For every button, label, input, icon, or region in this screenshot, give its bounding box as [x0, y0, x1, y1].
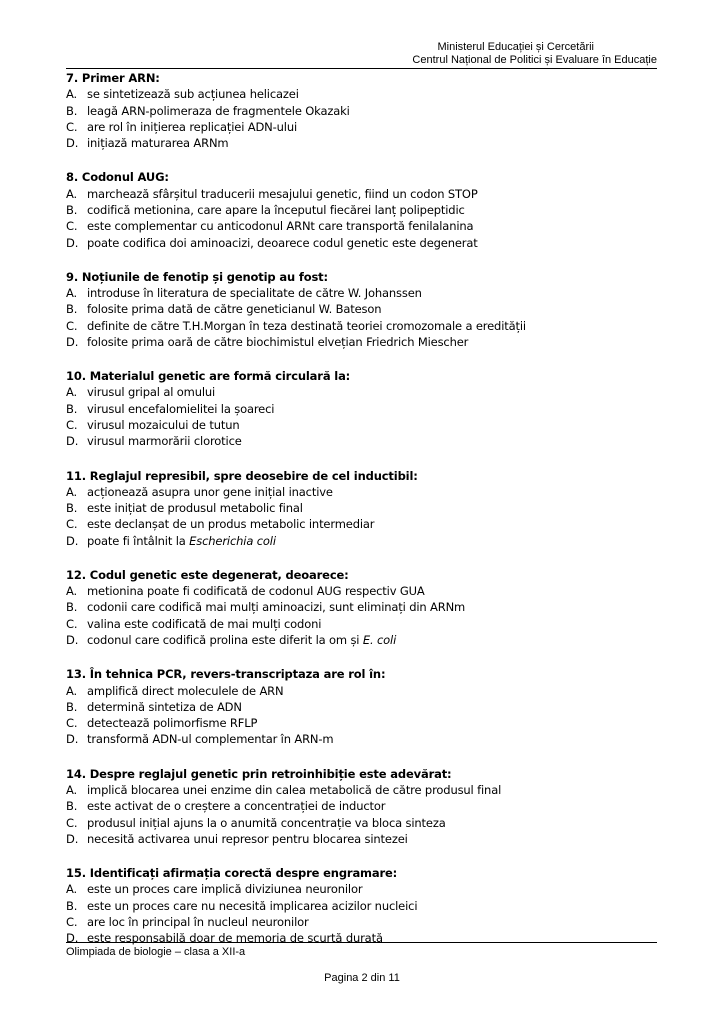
option-letter: D.: [66, 931, 79, 946]
option-letter: D.: [66, 434, 79, 449]
option-text: [87, 632, 396, 648]
option-text-plain: este responsabilă doar de memoria de scurtă durată: [87, 931, 383, 946]
answer-option: [66, 334, 666, 350]
question-title: 9. Noțiunile de fenotip și genotip au fost:: [66, 269, 328, 284]
question-title: 8. Codonul AUG:: [66, 170, 169, 185]
option-letter: D.: [66, 633, 79, 648]
answer-option: [66, 119, 666, 135]
option-text-plain: este declanșat de un produs metabolic intermediar: [87, 517, 375, 532]
option-letter: A.: [66, 683, 78, 698]
answer-option: [66, 235, 666, 251]
answer-option: [66, 632, 666, 648]
option-text-plain: virusul gripal al omului: [87, 385, 216, 400]
question-block: [66, 269, 666, 350]
answer-option: [66, 798, 666, 814]
option-text: [87, 583, 425, 599]
option-letter: B.: [66, 202, 78, 217]
option-text-species: Escherichia coli: [189, 533, 276, 548]
option-letter: A.: [66, 882, 78, 897]
option-text: [87, 218, 473, 234]
option-text: [87, 135, 228, 151]
option-text-plain: definite de către T.H.Morgan în teza destinată teoriei cromozomale a eredității: [87, 318, 526, 333]
option-text-plain: folosite prima dată de către geneticianul W. Bateson: [87, 302, 382, 317]
option-text-plain: codifică metionina, care apare la începutul fiecărei lanț polipeptidic: [87, 202, 465, 217]
option-text: [87, 898, 417, 914]
question-title: 14. Despre reglajul genetic prin retroinhibiție este adevărat:: [66, 766, 452, 781]
option-letter: D.: [66, 235, 79, 250]
answer-option: [66, 285, 666, 301]
option-letter: C.: [66, 716, 78, 731]
question-block: [66, 766, 666, 847]
option-text-plain: codonii care codifică mai mulți aminoacizi, sunt eliminați din ARNm: [87, 600, 466, 615]
option-letter: C.: [66, 119, 78, 134]
answer-option: [66, 914, 666, 930]
question-title: 13. În tehnica PCR, revers-transcriptaza are rol în:: [66, 667, 386, 682]
option-text-plain: acționează asupra unor gene inițial inactive: [87, 484, 333, 499]
option-text-plain: este complementar cu anticodonul ARNt care transportă fenilalanina: [87, 219, 474, 234]
option-text: [87, 715, 257, 731]
option-text: [87, 930, 383, 946]
option-text: [87, 484, 333, 500]
answer-option: [66, 731, 666, 747]
question-title: 10. Materialul genetic are formă circulară la:: [66, 369, 351, 384]
option-text: [87, 699, 242, 715]
option-text-plain: metionina poate fi codificată de codonul AUG respectiv GUA: [87, 584, 425, 599]
option-text: [87, 384, 215, 400]
answer-option: [66, 699, 666, 715]
option-text: [87, 334, 468, 350]
option-text: [87, 417, 239, 433]
answer-option: [66, 881, 666, 897]
option-text-plain: folosite prima oară de către biochimistul elvețian Friedrich Miescher: [87, 334, 469, 349]
option-text: [87, 831, 408, 847]
question-block: [66, 468, 666, 549]
answer-option: [66, 318, 666, 334]
option-text-plain: are rol în inițierea replicației ADN-ului: [87, 119, 297, 134]
answer-option: [66, 782, 666, 798]
option-text: [87, 235, 478, 251]
footer-olympiad-label: Olimpiada de biologie – clasa a XII-a: [66, 946, 246, 958]
option-text: [87, 599, 465, 615]
answer-option: [66, 86, 666, 102]
option-text: [87, 433, 242, 449]
option-letter: C.: [66, 517, 78, 532]
option-text-plain: virusul encefalomielitei la șoareci: [87, 401, 275, 416]
option-text: [87, 86, 299, 102]
option-letter: D.: [66, 831, 79, 846]
option-text-plain: poate fi întâlnit la: [87, 533, 190, 548]
option-letter: C.: [66, 219, 78, 234]
answer-option: [66, 930, 666, 946]
question-title: 11. Reglajul represibil, spre deosebire de cel inductibil:: [66, 468, 418, 483]
option-text-plain: valina este codificată de mai mulți codoni: [87, 616, 322, 631]
option-text-plain: amplifică direct moleculele de ARN: [87, 683, 284, 698]
footer-divider: [66, 942, 657, 943]
option-letter: D.: [66, 136, 79, 151]
option-text: [87, 285, 422, 301]
option-text: [87, 516, 374, 532]
answer-option: [66, 815, 666, 831]
answer-option: [66, 218, 666, 234]
option-text-plain: marchează sfârșitul traducerii mesajului genetic, fiind un codon STOP: [87, 186, 478, 201]
option-text: [87, 202, 465, 218]
option-letter: B.: [66, 501, 78, 516]
option-text-plain: poate codifica doi aminoacizi, deoarece codul genetic este degenerat: [87, 235, 478, 250]
option-text-plain: leagă ARN-polimeraza de fragmentele Okazaki: [87, 103, 350, 118]
option-letter: B.: [66, 600, 78, 615]
option-letter: A.: [66, 186, 78, 201]
question-block: [66, 70, 666, 151]
page-header: [66, 41, 657, 67]
option-text-species: E. coli: [362, 633, 397, 648]
answer-option: [66, 301, 666, 317]
option-letter: B.: [66, 799, 78, 814]
answer-option: [66, 417, 666, 433]
option-text: [87, 683, 283, 699]
answer-option: [66, 500, 666, 516]
option-text: [87, 119, 297, 135]
option-text: [87, 533, 276, 549]
option-text-plain: determină sintetiza de ADN: [87, 699, 242, 714]
option-text: [87, 318, 526, 334]
header-center: Centrul Național de Politici și Evaluare în Educație: [412, 54, 657, 66]
answer-option: [66, 683, 666, 699]
option-letter: A.: [66, 782, 78, 797]
answer-option: [66, 516, 666, 532]
option-text: [87, 731, 333, 747]
option-letter: D.: [66, 732, 79, 747]
option-text-plain: detectează polimorfisme RFLP: [87, 716, 258, 731]
option-text-plain: este activat de o creștere a concentrației de inductor: [87, 799, 386, 814]
answer-option: [66, 715, 666, 731]
option-letter: A.: [66, 584, 78, 599]
option-letter: C.: [66, 616, 78, 631]
header-ministry: Ministerul Educației și Cercetării: [437, 41, 594, 53]
answer-option: [66, 599, 666, 615]
option-text-plain: produsul inițial ajuns la o anumită concentrație va bloca sinteza: [87, 815, 446, 830]
questions-list: [66, 70, 666, 964]
option-text: [87, 815, 446, 831]
option-text: [87, 103, 350, 119]
option-text-plain: este un proces care nu necesită implicarea acizilor nucleici: [87, 898, 418, 913]
option-letter: C.: [66, 318, 78, 333]
option-text-plain: introduse în literatura de specialitate de către W. Johanssen: [87, 286, 422, 301]
question-title: 15. Identificați afirmația corectă despre engramare:: [66, 866, 398, 880]
answer-option: [66, 103, 666, 119]
question-block: [66, 567, 666, 648]
option-letter: D.: [66, 533, 79, 548]
option-letter: A.: [66, 484, 78, 499]
answer-option: [66, 186, 666, 202]
option-text-plain: este inițiat de produsul metabolic final: [87, 501, 303, 516]
option-text: [87, 881, 362, 897]
option-text: [87, 798, 385, 814]
option-letter: B.: [66, 898, 78, 913]
answer-option: [66, 202, 666, 218]
answer-option: [66, 616, 666, 632]
option-letter: B.: [66, 103, 78, 118]
option-text: [87, 301, 381, 317]
option-text: [87, 616, 321, 632]
option-text-plain: este un proces care implică diviziunea neuronilor: [87, 882, 363, 897]
answer-option: [66, 583, 666, 599]
question-block: [66, 169, 666, 250]
option-text-plain: inițiază maturarea ARNm: [87, 136, 229, 151]
option-text-plain: virusul mozaicului de tutun: [87, 418, 240, 433]
answer-option: [66, 484, 666, 500]
question-title: 7. Primer ARN:: [66, 71, 160, 85]
question-block: [66, 368, 666, 449]
page-number: Pagina 2 din 11: [324, 972, 400, 984]
option-text-plain: se sintetizează sub acțiunea helicazei: [87, 87, 299, 102]
option-text: [87, 186, 478, 202]
option-text-plain: necesită activarea unui represor pentru blocarea sintezei: [87, 831, 408, 846]
option-letter: A.: [66, 385, 78, 400]
option-text: [87, 914, 309, 930]
option-letter: C.: [66, 914, 78, 929]
option-letter: B.: [66, 699, 78, 714]
option-letter: A.: [66, 87, 78, 102]
option-text-plain: are loc în principal în nucleul neuronilor: [87, 914, 309, 929]
answer-option: [66, 898, 666, 914]
option-letter: B.: [66, 302, 78, 317]
question-block: [66, 865, 666, 946]
option-text: [87, 782, 501, 798]
option-letter: B.: [66, 401, 78, 416]
question-block: [66, 666, 666, 747]
answer-option: [66, 401, 666, 417]
option-text-plain: transformă ADN-ul complementar în ARN-m: [87, 732, 334, 747]
header-divider: [66, 68, 657, 69]
option-letter: D.: [66, 334, 79, 349]
option-letter: C.: [66, 418, 78, 433]
answer-option: [66, 384, 666, 400]
answer-option: [66, 831, 666, 847]
option-text-plain: codonul care codifică prolina este diferit la om și: [87, 633, 363, 648]
option-text-plain: implică blocarea unei enzime din calea metabolică de către produsul final: [87, 782, 502, 797]
option-text: [87, 401, 274, 417]
option-text-plain: virusul marmorării clorotice: [87, 434, 242, 449]
option-letter: C.: [66, 815, 78, 830]
option-letter: A.: [66, 286, 78, 301]
answer-option: [66, 533, 666, 549]
answer-option: [66, 433, 666, 449]
question-title: 12. Codul genetic este degenerat, deoarece:: [66, 567, 349, 582]
option-text: [87, 500, 303, 516]
answer-option: [66, 135, 666, 151]
